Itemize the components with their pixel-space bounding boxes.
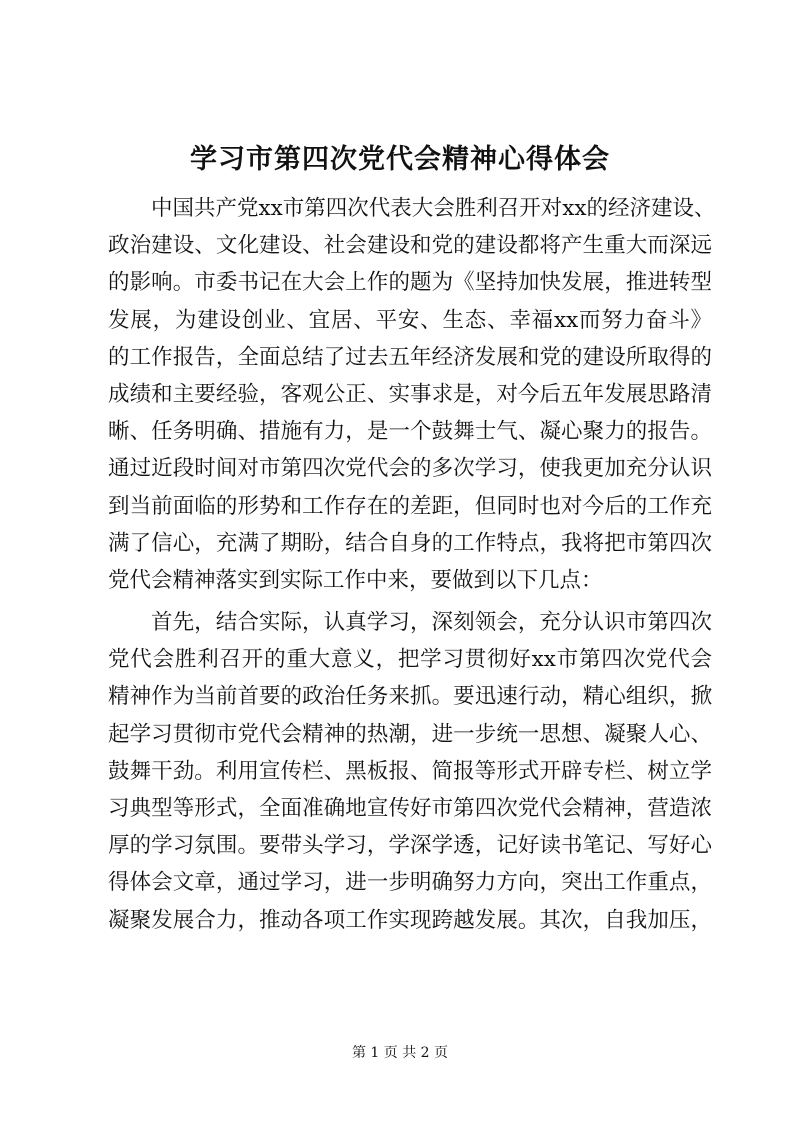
text-line: 通过近段时间对市第四次党代会的多次学习，使我更加充分认识 [108,456,712,482]
text-line: 的工作报告，全面总结了过去五年经济发展和党的建设所取得的 [108,344,712,370]
text-line: 晰、任务明确、措施有力，是一个鼓舞士气、凝心聚力的报告。 [108,419,712,445]
text-line: 鼓舞干劲。利用宣传栏、黑板报、简报等形式开辟专栏、树立学 [108,758,712,784]
text-line: 到当前面临的形势和工作存在的差距，但同时也对今后的工作充 [108,493,712,519]
text-line: 党代会胜利召开的重大意义，把学习贯彻好xx市第四次党代会 [108,647,712,673]
text-line: 得体会文章，通过学习，进一步明确努力方向，突出工作重点， [108,870,712,896]
document-title: 学习市第四次党代会精神心得体会 [190,144,610,175]
document-body [108,190,716,939]
text-line: 中国共产党xx市第四次代表大会胜利召开对xx的经济建设、 [151,196,716,221]
paragraph-1 [108,190,716,599]
text-line: 的影响。市委书记在大会上作的题为《坚持加快发展，推进转型 [108,270,712,296]
text-line: 起学习贯彻市党代会精神的热潮，进一步统一思想、凝聚人心、 [108,721,712,747]
text-line: 习典型等形式，全面准确地宣传好市第四次党代会精神，营造浓 [108,796,712,821]
text-line: 凝聚发展合力，推动各项工作实现跨越发展。其次，自我加压， [108,907,712,933]
text-line: 政治建设、文化建设、社会建设和党的建设都将产生重大而深远 [108,233,712,259]
text-line: 成绩和主要经验，客观公正、实事求是，对今后五年发展思路清 [108,381,712,407]
text-line: 发展，为建设创业、宜居、平安、生态、幸福xx而努力奋斗》 [108,307,712,333]
text-line: 首先，结合实际，认真学习，深刻领会，充分认识市第四次 [151,610,712,636]
text-line: 厚的学习氛围。要带头学习，学深学透，记好读书笔记、写好心 [108,833,712,859]
text-line: 党代会精神落实到实际工作中来，要做到以下几点： [108,567,603,593]
paragraph-2 [108,604,712,939]
page-number-footer: 第 1 页 共 2 页 [351,1045,449,1061]
text-line: 满了信心，充满了期盼，结合自身的工作特点，我将把市第四次 [108,530,712,556]
text-line: 精神作为当前首要的政治任务来抓。要迅速行动，精心组织，掀 [108,684,712,710]
